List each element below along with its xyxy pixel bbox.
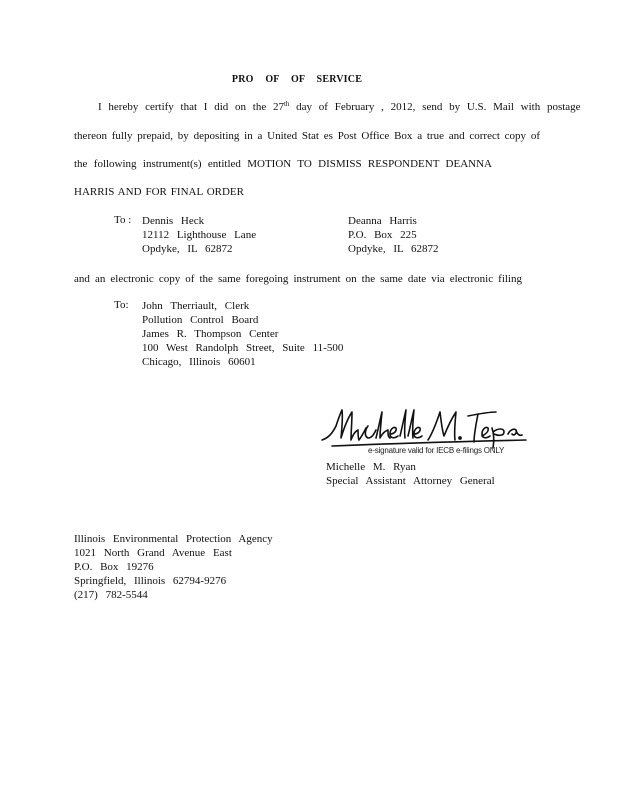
address-line: Dennis Heck xyxy=(142,215,205,227)
address-line: 100 West Randolph Street, Suite 11-500 xyxy=(142,342,344,354)
address-line: 12112 Lighthouse Lane xyxy=(142,229,257,241)
line1-post: day of February , 2012, send by U.S. Mail with postage xyxy=(289,101,581,113)
certification-line-4: HARRIS AND FOR FINAL ORDER xyxy=(74,186,244,198)
mail-recipient-heck xyxy=(142,214,256,256)
address-line: Opdyke, IL 62872 xyxy=(348,243,439,255)
agency-line: Illinois Environmental Protection Agency xyxy=(74,533,273,545)
mail-recipient-harris xyxy=(348,214,439,256)
address-line: James R. Thompson Center xyxy=(142,328,279,340)
address-line: Deanna Harris xyxy=(348,215,417,227)
certification-line-1 xyxy=(98,100,581,114)
agency-line: P.O. Box 19276 xyxy=(74,561,154,573)
agency-line: Springfield, Illinois 62794-9276 xyxy=(74,575,227,587)
address-line: P.O. Box 225 xyxy=(348,229,417,241)
efile-recipient-clerk xyxy=(142,299,343,369)
agency-address-block xyxy=(74,532,273,602)
certification-line-3: the following instrument(s) entitled MOTION TO DISMISS RESPONDENT DEANNA xyxy=(74,158,492,170)
agency-line: 1021 North Grand Avenue East xyxy=(74,547,232,559)
address-line: John Therriault, Clerk xyxy=(142,300,250,312)
signer-name: Michelle M. Ryan xyxy=(326,461,416,473)
signer-block xyxy=(326,460,495,488)
document-title: PRO OF OF SERVICE xyxy=(231,74,363,85)
signer-title: Special Assistant Attorney General xyxy=(326,475,495,487)
day-ordinal-suffix: th xyxy=(283,100,290,108)
address-line: Opdyke, IL 62872 xyxy=(142,243,233,255)
mail-to-label: To : xyxy=(114,214,132,226)
certification-line-2: thereon fully prepaid, by depositing in a United Stat es Post Office Box a true and correct copy of xyxy=(74,130,540,142)
electronic-filing-line: and an electronic copy of the same foregoing instrument on the same date via electronic filing xyxy=(74,273,522,285)
address-line: Pollution Control Board xyxy=(142,314,259,326)
efile-to-label: To: xyxy=(114,299,129,311)
e-signature-caption: e-signature valid for IECB e-filings ONLY xyxy=(368,446,505,455)
agency-phone: (217) 782-5544 xyxy=(74,589,148,601)
address-line: Chicago, Illinois 60601 xyxy=(142,356,256,368)
line1-pre: I hereby certify that I did on the 27 xyxy=(98,101,284,113)
